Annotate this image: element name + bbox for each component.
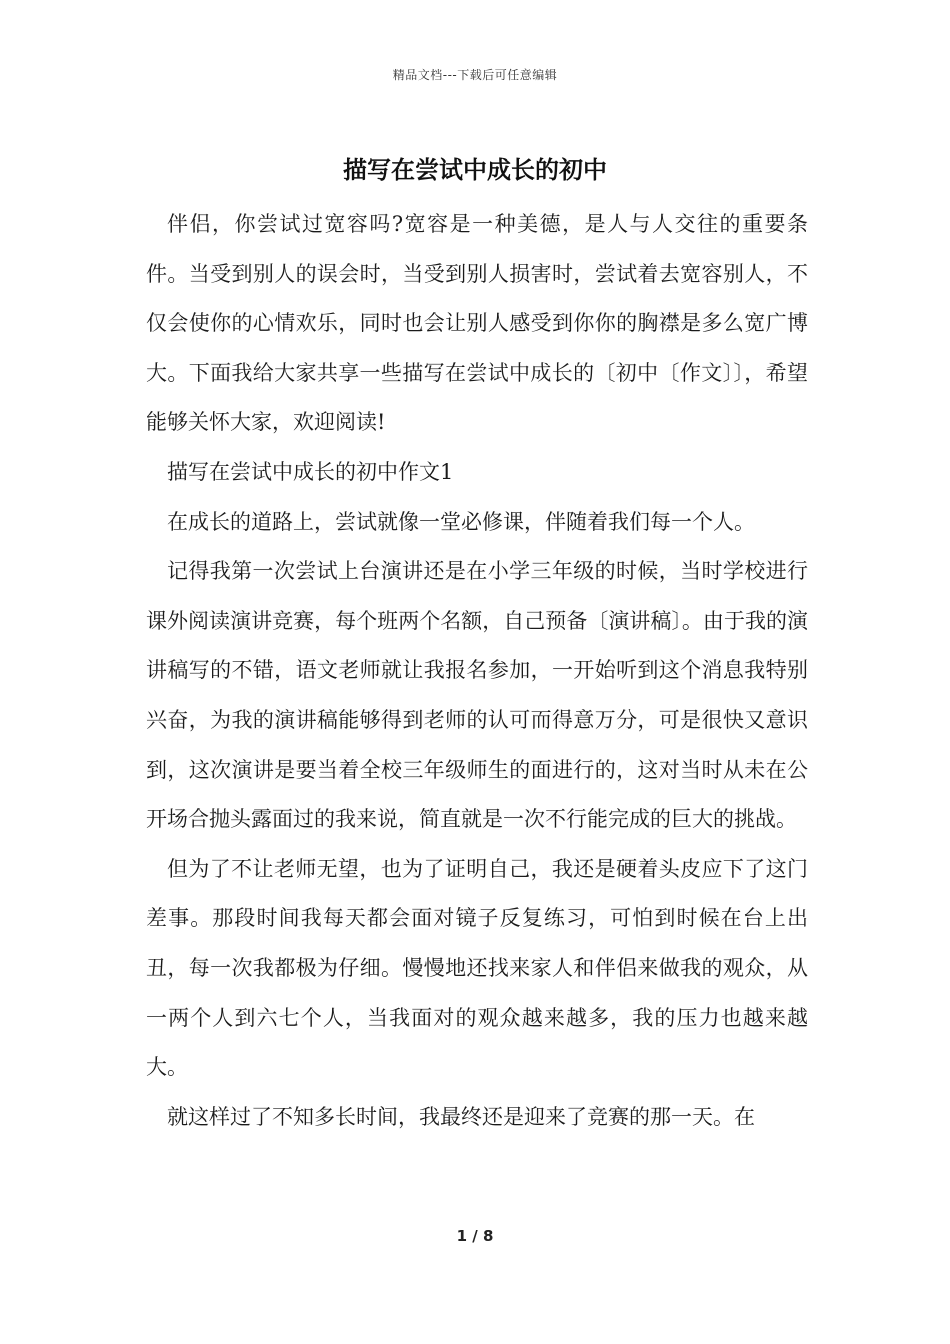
essay-heading: 描写在尝试中成长的初中作文1 [167, 459, 454, 484]
intro-paragraph: 伴侣，你尝试过宽容吗?宽容是一种美德，是人与人交往的重要条件。当受到别人的误会时，当受到别人损害时，尝试着去宽容别人，不仅会使你的心情欢乐，同时也会让别人感受到你你的胸襟是多么宽广博大。下面我给大家共享一些描写在尝试中成长的〔初中〔作文〕〕，希望能够关怀大家，欢迎阅读! [146, 212, 808, 435]
body-paragraph: 就这样过了不知多长时间，我最终还是迎来了竞赛的那一天。在 [167, 1104, 755, 1129]
body-paragraph: 记得我第一次尝试上台演讲还是在小学三年级的时候，当时学校进行课外阅读演讲竞赛，每个班两个名额，自己预备〔演讲稿〕。由于我的演讲稿写的不错，语文老师就让我报名参加，一开始听到这个消息我特别兴奋，为我的演讲稿能够得到老师的认可而得意万分，可是很快又意识到，这次演讲是要当着全校三年级师生的面进行的，这对当时从未在公开场合抛头露面过的我来说，简直就是一次不行能完成的巨大的挑战。 [146, 559, 808, 832]
document-body [146, 200, 808, 1142]
body-paragraph: 但为了不让老师无望，也为了证明自己，我还是硬着头皮应下了这门差事。那段时间我每天都会面对镜子反复练习，可怕到时候在台上出丑，每一次我都极为仔细。慢慢地还找来家人和伴侣来做我的观众，从一两个人到六七个人，当我面对的观众越来越多，我的压力也越来越大。 [146, 856, 808, 1080]
body-paragraph: 在成长的道路上，尝试就像一堂必修课，伴随着我们每一个人。 [167, 509, 755, 534]
document-title: 描写在尝试中成长的初中 [343, 155, 607, 184]
page-number: 1 / 8 [456, 1227, 494, 1245]
document-header-note: 精品文档---下载后可任意编辑 [392, 68, 558, 82]
